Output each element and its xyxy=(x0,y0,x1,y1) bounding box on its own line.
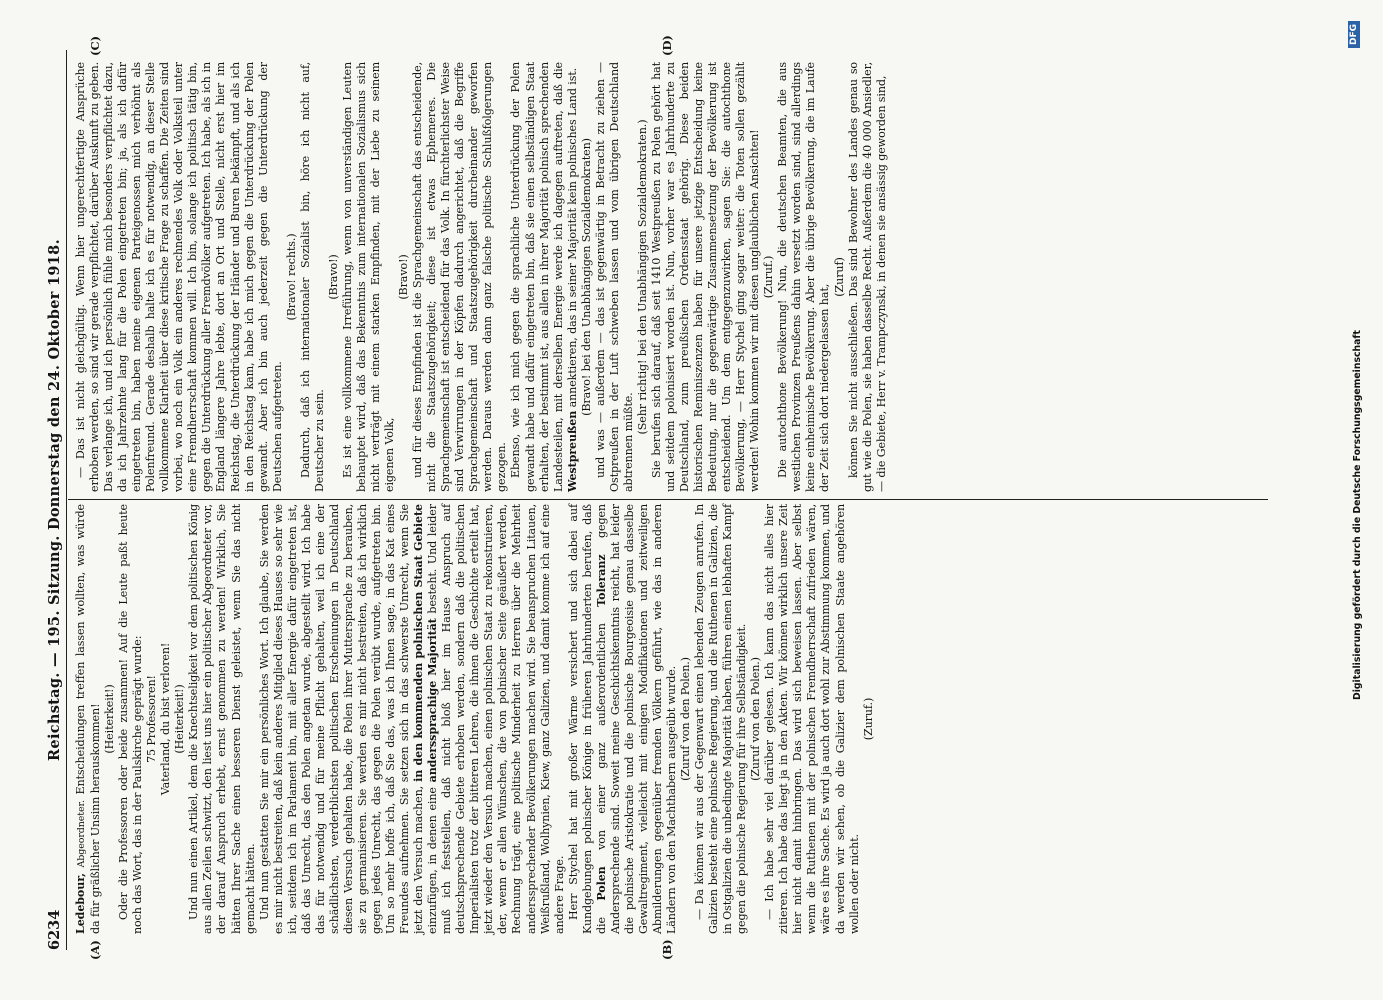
paragraph: Dadurch, daß ich internationaler Sozialist bin, höre ich nicht auf, Deutscher zu sein. xyxy=(298,62,326,492)
speaker-name: Ledebour, xyxy=(74,873,87,934)
interjection: (Sehr richtig! bei den Unabhängigen Sozialdemokraten.) xyxy=(635,119,649,435)
bold-phrase: in den kommenden polnischen Staat Gebiete xyxy=(412,504,426,782)
paragraph: Es ist eine vollkommene Irreführung, wenn von unverständigen Leuten behauptet wird, daß das Bekenntnis zum internationalen Sozialismus sich nicht verträgt mit einem starken Empfinden, mit der Liebe zu seinem eigenen Volk, xyxy=(340,62,397,492)
column-divider xyxy=(68,499,1268,500)
right-column xyxy=(74,62,889,492)
speaker-role: Abgeordneter. xyxy=(76,800,87,868)
interjection: (Heiterkeit!) xyxy=(103,684,117,754)
interjection: (Bravo! rechts.) xyxy=(284,233,298,321)
speaker-paragraph: Ledebour, Abgeordneter. Entscheidungen treffen lassen wollten, was würde da für gräßlicher Unsinn herauskommen! xyxy=(74,504,103,934)
margin-marker-d: (D) xyxy=(660,35,674,56)
interjection: (Bravo!) xyxy=(397,254,411,300)
paragraph: Ebenso, wie ich mich gegen die sprachliche Unterdrückung der Polen gewandt habe und dafür eingetreten bin, daß sie einen selbständigen Staat erhalten, der bestimmt ist, aus allen in ihrer Majorität polnisch sprechenden Landesteilen, mit derselben Energie werde ich dagegen auftreten, daß die Westpreußen annektieren, das in seiner Majorität kein polnisches Land ist. xyxy=(509,62,579,492)
margin-marker-a: (A) xyxy=(88,940,102,960)
digitization-footer xyxy=(1348,0,1368,1000)
left-column xyxy=(74,504,876,934)
margin-marker-b: (B) xyxy=(660,939,674,960)
page-number: 6234 xyxy=(46,909,63,950)
quote-line: 75 Professoren! xyxy=(145,675,159,763)
interjection: (Zuruf von den Polen.) xyxy=(679,657,693,781)
bold-phrase: Toleranz xyxy=(594,554,608,607)
page-running-title: Reichstag. — 195. Sitzung. Donnerstag den 24. Oktober 1918. xyxy=(46,239,63,761)
quote-line: Vaterland, du bist verloren! xyxy=(159,642,173,796)
paragraph: Sie berufen sich darauf, daß seit 1410 Westpreußen zu Polen gehört hat und seitdem polonisiert worden ist. Nun, vorher war es Jahrhunderte zu Deutschland, zum preußischen Ordensstaat gehörig. Diese beiden historischen Reminiszenzen haben für unsere jetzige Entscheidung keine Bedeutung, nur die gegenwärtige Zusammensetzung der Bevölkerung ist entscheidend. Um dem entgegenzuwirken, sagen Sie: die autochthone Bevölkerung, — Herr Stychel ging sogar weiter: die Toten sollen gezählt werden! Wohin kommen wir mit diesen unglaublichen Ansichten! xyxy=(649,62,762,492)
interjection: (Zuruf.) xyxy=(762,255,776,299)
digitization-note: Digitalisierung gefördert durch die Deutsche Forschungsgemeinschaft xyxy=(1352,330,1363,700)
interjection: (Zuruf von den Polen.) xyxy=(749,657,763,781)
interjection: (Zuruf) xyxy=(832,257,846,297)
paragraph: — Ich habe sehr viel darüber gelesen. Ich kann das nicht alles hier zitieren. Ich habe das liegt ja in den Akten. Wir können wirklich unsere Zeit hier nicht damit hinbringen. Das wird sich beweisen lassen. Aber selbst wenn die Ruthenen mit der polnischen Fremdherrschaft zufrieden wären, wäre es ihre Sache. Es wird ja auch dort wohl zur Abstimmung kommen, und da werden wir sehen, ob die Galizier dem polnischen Staate angehören wollen oder nicht. xyxy=(763,504,861,934)
paragraph: — Da können wir aus der Gegenwart einen lebenden Zeugen anrufen. In Galizien besteht eine polnische Regierung, und die Ruthenen in Galizien, die in Ostgalizien die unbedingte Majorität haben, führen einen lebhaften Kampf gegen die polnische Regierung für ihre Selbständigkeit. xyxy=(693,504,749,934)
dfg-logo: DFG xyxy=(1348,21,1360,48)
bold-phrase: anderssprachige Majorität xyxy=(426,618,440,783)
header-rule xyxy=(66,50,67,950)
interjection: (Bravo! bei den Unabhängigen Sozialdemokraten) xyxy=(579,138,593,416)
paragraph: — Das ist nicht gleichgültig. Wenn hier ungerechtfertigte Ansprüche erhoben werden, so sind wir gerade verpflichtet, darüber Auskunft zu geben. Das verlange ich, und ich persönlich fühle mich besonders verpflichtet dazu, da ich Jahrzehnte lang für die Polen eingetreten bin; ja, als ich dafür eingetreten bin, haben meine eigenen Parteigenossen mich verhöhnt als Polenfreund. Gerade deshalb halte ich es für notwendig, an dieser Stelle vollkommene Klarheit über diese kritische Frage zu schaffen. Die Zeiten sind vorbei, wo noch ein Volk ein anderes rechnendes Volk oder Volksteil unter eine Fremdherrschaft kommen will. Ich bin, solange ich politisch tätig bin, gegen die Unterdrückung aller Fremdvölker aufgetreten. Ich habe, als ich in England längere Jahre lebte, dort an Ort und Stelle, nicht erst hier im Reichstag, die Unterdrückung der Irländer und Buren bekämpft, und als ich in den Reichstag kam, habe ich mich gegen die Unterdrückung der Polen gewandt. Aber ich bin auch jederzeit gegen die Unterdrückung der Deutschen aufgetreten. xyxy=(74,62,284,492)
paragraph: Herr Stychel hat mit großer Wärme versichert und sich dabei auf Kundgebungen polnischer Könige in früheren Jahrhunderten berufen, daß die Polen von einer ganz außerordentlichen Toleranz gegen Andersprechende sind. Soweit meine Geschichtskenntnis reicht, hat leider die polnische Aristokratie und die polnische Bourgeoisie genau dasselbe Gewaltregiment, vielleicht mit einigen Modifikationen und zeitweiligen Abmilderungen gegenüber fremden Völkern geführt, wie das in anderen Ländern von den Machthabern ausgeübt wurde. xyxy=(566,504,678,934)
paragraph: Oder die Professoren oder beide zusammen! Auf die Leute paßt heute noch das Wort, das in der Paulskirche geprägt wurde: xyxy=(117,504,145,934)
paragraph: Und nun einen Artikel, dem die Knechtseligkeit vor dem politischen König aus allen Zeilen schwitzt, den liest uns hier ein politischer Abgeordneter vor, der darauf Anspruch erhebt, ernst genommen zu werden! Wirklich, Sie hätten Ihrer Sache einen besseren Dienst geleistet, wenn Sie das nicht gemacht hätten. xyxy=(187,504,257,934)
paragraph: können Sie nicht ausschließen. Das sind Bewohner des Landes genau so gut wie die Polen, sie haben dasselbe Recht. Außerdem die 40 000 Ansiedler, — die Gebiete, Herr v. Trampczynski, in denen sie ansässig geworden sind, xyxy=(846,62,888,492)
margin-marker-c: (C) xyxy=(88,35,102,56)
bold-phrase: Polen xyxy=(594,866,608,901)
paragraph: Die autochthone Bevölkerung! Nun, die deutschen Beamten, die aus westlichen Provinzen Preußens dahin versetzt worden sind, sind allerdings keine einheimische Bevölkerung. Aber die übrige Bevölkerung, die im Laufe der Zeit sich dort niedergelassen hat, xyxy=(776,62,832,492)
interjection: (Heiterkeit!) xyxy=(173,684,187,754)
interjection: (Bravo!) xyxy=(326,254,340,300)
bold-phrase: Westpreußen xyxy=(565,410,579,492)
paragraph: und was — außerdem — das ist gegenwärtig in Betracht zu ziehen — Ostpreußen in der Luft schweben lassen und vom übrigen Deutschland abtrennen müßte. xyxy=(593,62,635,492)
page-header xyxy=(38,50,68,950)
paragraph: Und nun gestatten Sie mir ein persönliches Wort. Ich glaube, Sie werden es mir nicht bestreiten, daß kein anderes Mitglied dieses Hauses so sehr wie ich, seitdem ich im Parlament bin, mit aller Energie dafür eingetreten ist, daß das Unrecht, das den Polen angetan wurde, abgestellt wird. Ich habe das für notwendig und für meine Pflicht gehalten, weil ich eine der schädlichsten, verderblichsten politischen Erscheinungen in Deutschland diesen Versuch gehalten habe, die Polen ihrer Muttersprache zu berauben, sie zu germanisieren. Sie werden es mir nicht bestreiten, daß ich wirklich gegen jedes Unrecht, das gegen die Polen verübt wurde, aufgetreten bin. Um so mehr hoffe ich, daß Sie das, was ich Ihnen sage, in das Kat eines Freundes aufnehmen. Sie setzen sich in das schwerste Unrecht, wenn Sie jetzt den Versuch machen, in den kommenden polnischen Staat Gebiete einzufügen, in denen eine anderssprachige Majorität besteht. Und leider muß ich feststellen, daß nicht bloß hier im Hause Anspruch auf deutschsprechende Gebiete erhoben werden, sondern daß die politischen Imperialisten trotz der bitteren Lehren, die ihnen die Geschichte erteilt hat, jetzt wieder den Versuch machen, einen polnischen Staat zu rekonstruieren, der, wenn er allen Wünschen, die von polnischer Seite geäußert werden, Rechnung trägt, eine politische Minderheit zu Herren über die Mehrheit anderssprechender Bevölkerungen machen wird. Sie beanspruchen Litauen, Weißrußland, Wolhynien, Kiew, ganz Galizien, und damit komme ich auf eine andere Frage. xyxy=(257,504,566,934)
interjection: (Zuruf.) xyxy=(861,697,875,741)
paragraph: und für dieses Empfinden ist die Sprachgemeinschaft das entscheidende, nicht die Staatszugehörigkeit; diese ist etwas Ephemeres. Die Sprachgemeinschaft ist entscheidend für das Volk. In fürchterlichster Weise sind Verwirrungen in der Köpfen dadurch angerichtet, daß die Begriffe Sprachgemeinschaft und Staatszugehörigkeit durcheinander geworfen werden. Daraus werden dann ganz falsche politische Schlußfolgerungen gezogen. xyxy=(411,62,509,492)
